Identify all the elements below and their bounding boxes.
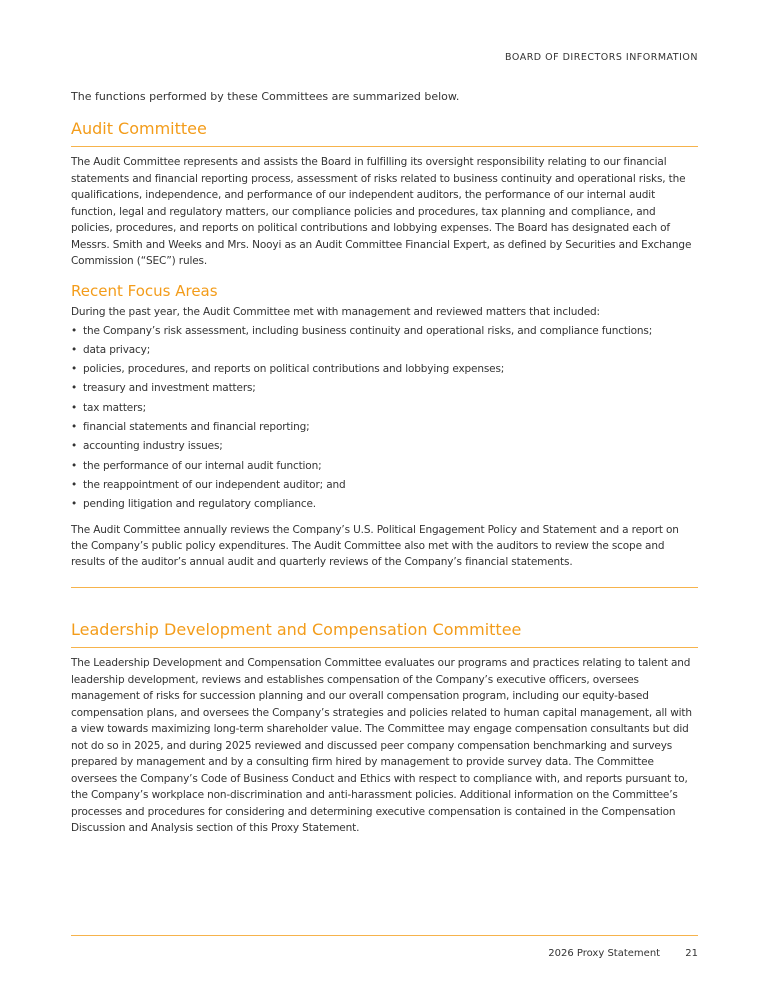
list-item: • financial statements and financial reporting; (71, 418, 698, 437)
ldcc-title: Leadership Development and Compensation Committee (71, 620, 522, 640)
list-item: • data privacy; (71, 341, 698, 360)
page-footer (548, 948, 698, 959)
list-item: • accounting industry issues; (71, 437, 698, 456)
audit-committee-rule (71, 146, 698, 147)
list-item: • pending litigation and regulatory compliance. (71, 495, 698, 514)
page-header: BOARD OF DIRECTORS INFORMATION (505, 52, 698, 63)
intro-text: The functions performed by these Committees are summarized below. (71, 90, 460, 103)
audit-committee-title: Audit Committee (71, 119, 207, 138)
audit-committee-section (71, 118, 698, 588)
list-item: • treasury and investment matters; (71, 379, 698, 398)
list-item: • policies, procedures, and reports on political contributions and lobbying expenses; (71, 360, 698, 379)
audit-committee-description: The Audit Committee represents and assists the Board in fulfilling its oversight responsibility relating to our financial statements and financial reporting process, assessment of risks related to business continuity and operational risks, the qualifications, independence, and performance of our independent auditors, the performance of our internal audit function, legal and regulatory matters, our compliance policies and procedures, tax planning and compliance, and policies, procedures, and reports on political contributions and lobbying expenses. The Board has designated each of Messrs. Smith and Weeks and Mrs. Nooyi as an Audit Committee Financial Expert, as defined by Securities and Exchange Commission (“SEC”) rules. (71, 156, 692, 267)
page-content (71, 88, 698, 837)
ldcc-description: The Leadership Development and Compensation Committee evaluates our programs and practices relating to talent and leadership development, reviews and establishes compensation of the Company’s executive officers, oversees management of risks for succession planning and our overall compensation program, including our equity-based compensation plans, and oversees the Company’s strategies and policies related to human capital management, all with a view towards maximizing long-term shareholder value. The Committee may engage compensation consultants but did not do so in 2025, and during 2025 reviewed and discussed peer company compensation benchmarking and surveys prepared by management and by a consulting firm hired by management to provide survey data. The Committee oversees the Company’s Code of Business Conduct and Ethics with respect to compliance with, and reports pursuant to, the Company’s workplace non-discrimination and anti-harassment policies. Additional information on the Committee’s processes and procedures for considering and determining executive compensation is contained in the Compensation Discussion and Analysis section of this Proxy Statement. (71, 657, 692, 835)
ldcc-section (71, 619, 698, 837)
list-item: • the reappointment of our independent auditor; and (71, 476, 698, 495)
ldcc-rule (71, 647, 698, 648)
list-item: • the Company’s risk assessment, including business continuity and operational risks, and compliance functions; (71, 322, 698, 341)
document-name: 2026 Proxy Statement (548, 948, 661, 959)
focus-areas-list (71, 322, 698, 515)
list-item: • the performance of our internal audit function; (71, 457, 698, 476)
recent-focus-lead: During the past year, the Audit Committee met with management and reviewed matters that included: (71, 305, 600, 318)
list-item: • tax matters; (71, 399, 698, 418)
section-divider (71, 587, 698, 588)
footer-rule (71, 935, 698, 936)
page-number: 21 (685, 948, 698, 959)
audit-committee-closing: The Audit Committee annually reviews the Company’s U.S. Political Engagement Policy and Statement and a report on the Company’s public policy expenditures. The Audit Committee also met with the auditors to review the scope and results of the auditor’s annual audit and quarterly reviews of the Company’s financial statements. (71, 524, 679, 569)
recent-focus-title: Recent Focus Areas (71, 281, 218, 300)
